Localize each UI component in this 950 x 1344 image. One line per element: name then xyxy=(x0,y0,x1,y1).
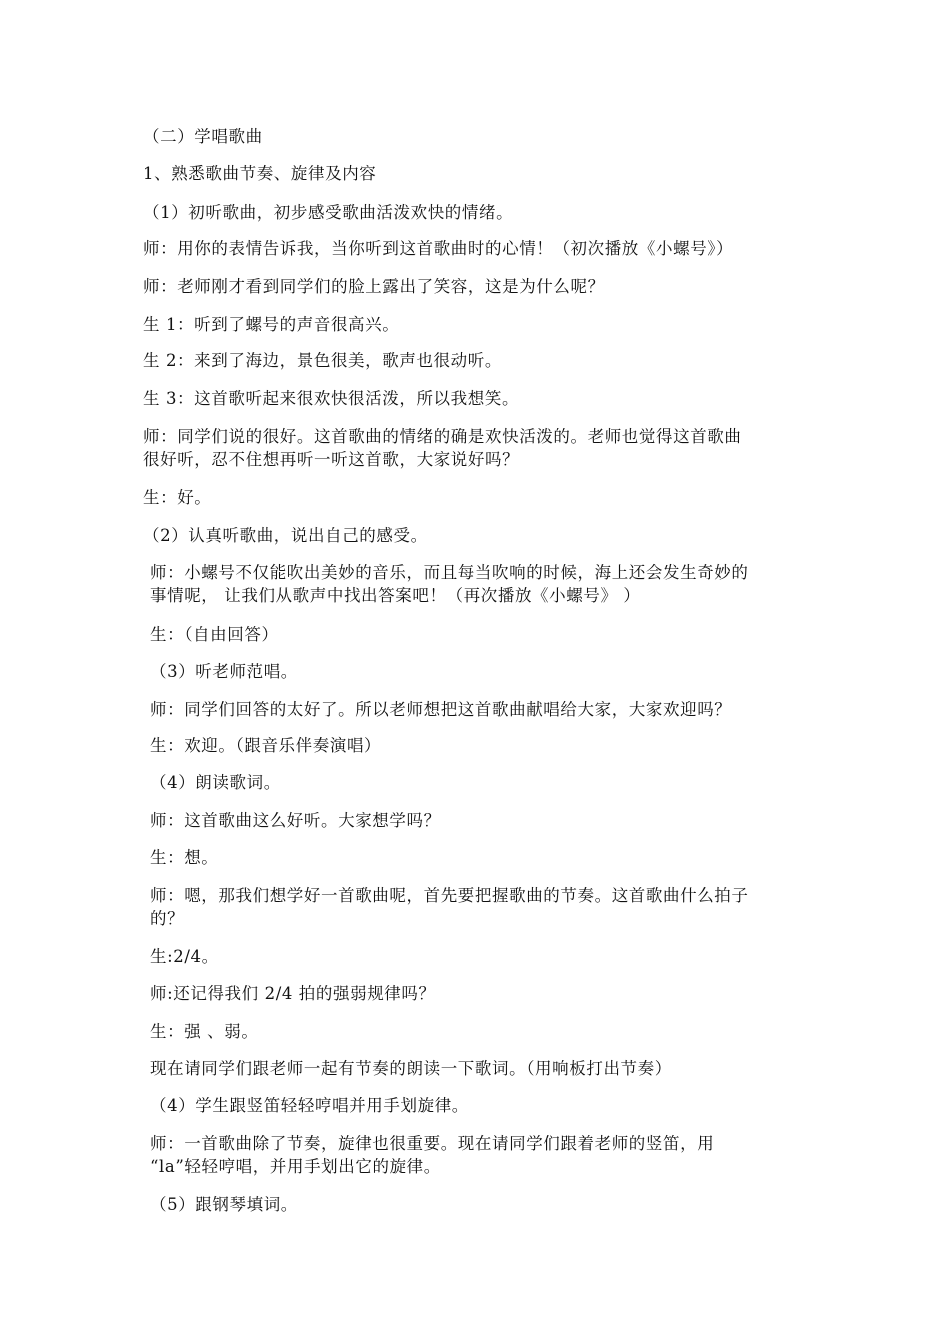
dialogue-line: 师：用你的表情告诉我，当你听到这首歌曲时的心情！（初次播放《小螺号》） xyxy=(143,239,734,258)
dialogue-line: 生 1：听到了螺号的声音很高兴。 xyxy=(143,315,400,334)
dialogue-paragraph xyxy=(150,561,749,607)
paragraph-line: “la”轻轻哼唱，并用手划出它的旋律。 xyxy=(150,1157,441,1176)
section-heading: （二）学唱歌曲 xyxy=(143,127,263,146)
step-heading: （1）初听歌曲，初步感受歌曲活泼欢快的情绪。 xyxy=(143,203,514,222)
step-heading: （5）跟钢琴填词。 xyxy=(150,1195,298,1214)
dialogue-line: 师:还记得我们 2/4 拍的强弱规律吗？ xyxy=(150,984,436,1003)
paragraph-line: 师：嗯，那我们想学好一首歌曲呢，首先要把握歌曲的节奏。这首歌曲什么拍子 xyxy=(150,886,749,905)
dialogue-line: 师：老师刚才看到同学们的脸上露出了笑容，这是为什么呢？ xyxy=(143,277,605,296)
dialogue-line: 生 3：这首歌听起来很欢快很活泼，所以我想笑。 xyxy=(143,389,520,408)
dialogue-line: 生：好。 xyxy=(143,488,212,507)
dialogue-paragraph xyxy=(150,884,749,930)
dialogue-line: 师：同学们回答的太好了。所以老师想把这首歌曲献唱给大家，大家欢迎吗？ xyxy=(150,700,732,719)
dialogue-line: 师：这首歌曲这么好听。大家想学吗？ xyxy=(150,811,441,830)
dialogue-paragraph xyxy=(143,425,742,471)
subsection-heading: 1、熟悉歌曲节奏、旋律及内容 xyxy=(143,164,377,183)
paragraph-line: 师：一首歌曲除了节奏，旋律也很重要。现在请同学们跟着老师的竖笛，用 xyxy=(150,1134,715,1153)
step-heading: （3）听老师范唱。 xyxy=(150,662,298,681)
paragraph-line: 很好听，忍不住想再听一听这首歌，大家说好吗？ xyxy=(143,450,520,469)
dialogue-line: 生 2：来到了海边，景色很美，歌声也很动听。 xyxy=(143,351,502,370)
dialogue-line: 生：强 、弱。 xyxy=(150,1022,259,1041)
step-heading: （4）学生跟竖笛轻轻哼唱并用手划旋律。 xyxy=(150,1096,469,1115)
dialogue-line: 生：（自由回答） xyxy=(150,625,279,644)
step-heading: （2）认真听歌曲，说出自己的感受。 xyxy=(143,526,428,545)
dialogue-paragraph xyxy=(150,1132,714,1178)
paragraph-line: 师：同学们说的很好。这首歌曲的情绪的确是欢快活泼的。老师也觉得这首歌曲 xyxy=(143,427,742,446)
step-heading: （4）朗读歌词。 xyxy=(150,773,281,792)
paragraph-line: 师：小螺号不仅能吹出美妙的音乐，而且每当吹响的时候，海上还会发生奇妙的 xyxy=(150,563,749,582)
paragraph-line: 事情呢， 让我们从歌声中找出答案吧！（再次播放《小螺号》 ） xyxy=(150,586,641,605)
dialogue-line: 生：想。 xyxy=(150,848,219,867)
dialogue-line: 生:2/4。 xyxy=(150,947,219,966)
instruction-line: 现在请同学们跟老师一起有节奏的朗读一下歌词。（用响板打出节奏） xyxy=(150,1059,672,1078)
paragraph-line: 的？ xyxy=(150,909,185,928)
dialogue-line: 生：欢迎。（跟音乐伴奏演唱） xyxy=(150,736,382,755)
